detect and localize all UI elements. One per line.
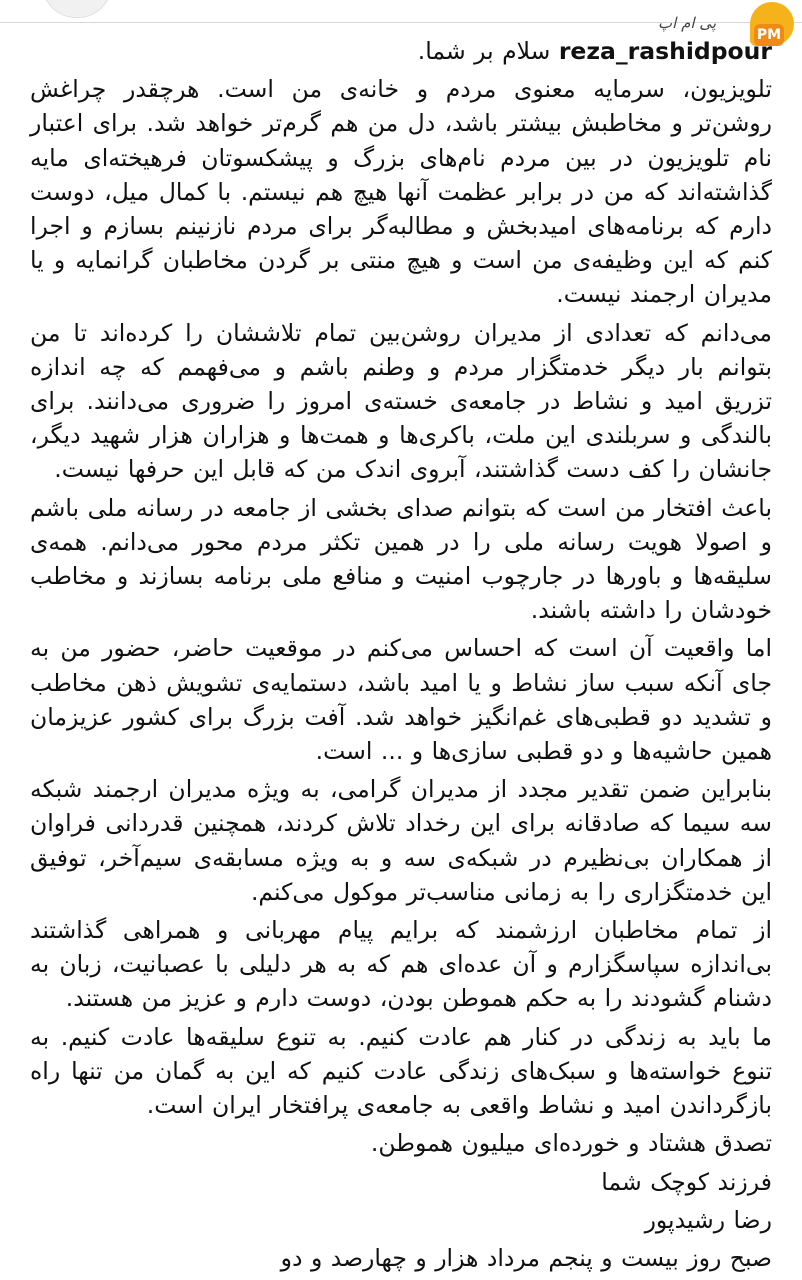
caption-paragraph-1: تلویزیون، سرمایه معنوی مردم و خانه‌ی من است. هرچقدر چراغش روشن‌تر و مخاطبش بیشتر باشد، دل من هم گرم‌تر خواهد شد. برای اعتبار نام تلویزیون در بین مردم نام‌های بزرگ و پیشکسوتان فرهیخته‌ای مایه گذاشته‌اند که من در برابر عظمت آنها هیچ هم نیستم. با کمال میل، دوست دارم که برنامه‌های امیدبخش و مطالبه‌گر برای مردم نازنینم بسازم و اجرا کنم که این وظیفه‌ی من است و هیچ منتی بر گردن مخاطبان گرانمایه و یا مدیران ارجمند نیست. xyxy=(30,75,772,309)
greeting-text: سلام بر شما. xyxy=(417,37,551,65)
watermark-text: پی ام اپ xyxy=(658,14,716,32)
caption-first-line xyxy=(30,34,772,68)
avatar[interactable] xyxy=(42,0,112,18)
post-caption xyxy=(30,34,772,1279)
caption-paragraph-3: باعث افتخار من است که بتوانم صدای بخشی از جامعه در رسانه ملی باشم و اصولا هویت رسانه ملی را در همین تکثر مردم محور می‌دانم. همه‌ی سلیقه‌ها و باورها در جارچوب امنیت و منافع ملی برنامه بسازند و مخاطب خودشان را داشته باشند. xyxy=(30,493,772,625)
caption-paragraph-2: می‌دانم که تعدادی از مدیران روشن‌بین تمام تلاششان را کرده‌اند تا من بتوانم بار دیگر خدمتگزار مردم و وطنم باشم و می‌فهمم که چه اندازه تزریق امید و نشاط در جامعه‌ی خسته‌ی امروز را ضروری می‌دانند. برای بالندگی و سربلندی این ملت، باکری‌ها و همت‌ها و هزاران هزار شهید دیگر، جانشان را کف دست گذاشتند، آبروی اندک من که قابل این حرفها نیست. xyxy=(30,318,772,484)
caption-closing: تصدق هشتاد و خورده‌ای میلیون هموطن. xyxy=(370,1129,772,1158)
username-link[interactable]: reza_rashidpour xyxy=(558,37,772,65)
caption-paragraph-6: از تمام مخاطبان ارزشمند که برایم پیام مهربانی و همراهی گذاشتند بی‌اندازه سپاسگزارم و آن عده‌ای هم که به هر دلیلی با عصبانیت، زبان به دشنام گشودند را به حکم هموطن بودن، دوست دارم و عزیز من هستند. xyxy=(30,916,772,1013)
caption-paragraph-7: ما باید به زندگی در کنار هم عادت کنیم. به تنوع سلیقه‌ها عادت کنیم. به تنوع خواسته‌ها و سبک‌های زندگی عادت کنیم که این به گمان من تنها راه بازگرداندن امید و نشاط واقعی به جامعه‌ی پرافتخار ایران است. xyxy=(30,1022,772,1120)
caption-paragraph-4: اما واقعیت آن است که احساس می‌کنم در موقعیت حاضر، حضور من به جای آنکه سبب ساز نشاط و یا امید باشد، دستمایه‌ی تشویش ذهن مخاطب و تشدید دو قطبی‌های غم‌انگیز خواهد شد. آفت بزرگ برای کشور عزیزمان همین حاشیه‌ها و دو قطبی سازی‌ها و ... است. xyxy=(30,634,772,766)
caption-signature: رضا رشیدپور xyxy=(644,1205,772,1234)
caption-date: صبح روز بیست و پنجم مرداد هزار و چهارصد و دو xyxy=(280,1243,772,1272)
caption-paragraph-5: بنابراین ضمن تقدیر مجدد از مدیران گرامی، به ویژه مدیران ارجمند شبکه سه سیما که صادقانه برای این رخداد تلاش کردند، همچنین قدردانی فراوان از همکاران بی‌نظیرم در شبکه‌ی سه و به ویژه مسابقه‌ی سیم‌آخر، توفیق این خدمتگزاری را به زمانی مناسب‌تر موکول می‌کنم. xyxy=(30,775,772,906)
pm-logo-badge: PM xyxy=(754,24,784,46)
caption-signoff: فرزند کوچک شما xyxy=(601,1167,772,1196)
